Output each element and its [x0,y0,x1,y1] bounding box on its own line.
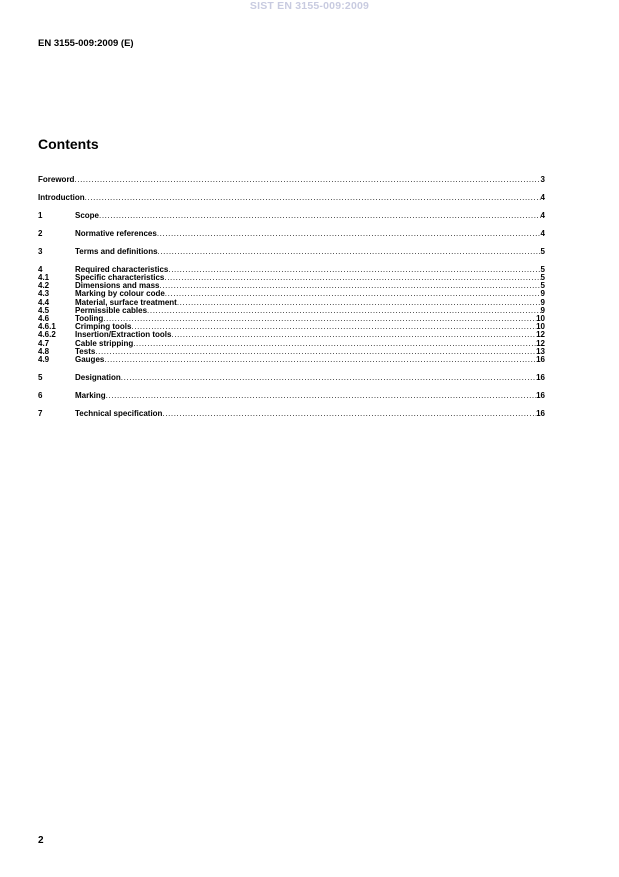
document-id: EN 3155-009:2009 (E) [38,38,134,49]
toc-dot-leader [158,248,541,256]
toc-entry[interactable] [38,248,545,256]
toc-entry-page: 16 [536,408,545,418]
toc-entry-number: 4.6.1 [38,322,56,332]
toc-entry-page: 9 [540,289,545,299]
toc-entry-number: 6 [38,390,43,400]
toc-entry-title: Material, surface treatment [75,297,177,307]
toc-dot-leader [159,282,540,290]
toc-dot-leader [133,340,536,348]
toc-entry[interactable] [38,230,545,238]
toc-entry-page: 5 [540,264,545,274]
toc-entry[interactable] [38,212,545,220]
toc-dot-leader [165,290,541,298]
toc-entry-number: 4.6.2 [38,330,56,340]
toc-entry-number: 4.5 [38,305,50,315]
toc-entry-page: 16 [536,372,545,382]
toc-entry-page: 9 [540,305,545,315]
toc-entry-title: Cable stripping [75,338,134,348]
toc-dot-leader [168,266,540,274]
toc-entry-page: 4 [540,228,545,238]
toc-entry-number: 4.2 [38,281,50,291]
toc-dot-leader [131,323,536,331]
toc-entry-number: 4.3 [38,289,50,299]
toc-dot-leader [171,331,536,339]
toc-dot-leader [121,374,536,382]
toc-entry-title: Introduction [38,192,85,202]
toc-entry[interactable] [38,348,545,356]
toc-entry-page: 5 [540,281,545,291]
toc-entry-number: 4.6 [38,314,50,324]
toc-entry-page: 4 [540,192,545,202]
toc-entry-page: 16 [536,354,545,364]
toc-entry[interactable] [38,392,545,400]
toc-entry-page: 10 [536,314,545,324]
toc-dot-leader [106,392,536,400]
table-of-contents [38,176,545,418]
toc-entry-number: 4 [38,264,43,274]
toc-entry-number: 4.7 [38,338,50,348]
toc-entry-title: Marking by colour code [75,289,165,299]
toc-entry[interactable] [38,410,545,418]
toc-dot-leader [104,356,536,364]
toc-entry[interactable] [38,176,545,184]
toc-entry-title: Crimping tools [75,322,132,332]
toc-entry-title: Terms and definitions [75,246,158,256]
toc-entry-page: 5 [540,246,545,256]
toc-entry-title: Normative references [75,228,157,238]
toc-dot-leader [177,299,541,307]
watermark: SIST EN 3155-009:2009 [249,0,370,12]
toc-entry-page: 5 [540,273,545,283]
toc-entry-number: 4.4 [38,297,50,307]
toc-entry[interactable] [38,356,545,364]
toc-entry[interactable] [38,374,545,382]
toc-entry-number: 2 [38,228,43,238]
toc-entry-number: 3 [38,246,43,256]
toc-entry-title: Specific characteristics [75,273,165,283]
toc-entry-title: Tooling [75,314,104,324]
toc-dot-leader [85,194,541,202]
toc-entry-title: Dimensions and mass [75,281,160,291]
toc-entry-page: 16 [536,390,545,400]
toc-entry-page: 3 [540,175,545,184]
contents-heading: Contents [38,136,99,152]
toc-entry-number: 7 [38,408,43,418]
toc-entry[interactable] [38,307,545,315]
toc-entry-title: Marking [75,390,106,400]
toc-entry[interactable] [38,194,545,202]
toc-entry-title: Insertion/Extraction tools [75,330,172,340]
toc-entry-number: 5 [38,372,43,382]
toc-entry-title: Designation [75,372,121,382]
toc-entry-title: Gauges [75,354,105,364]
toc-dot-leader [147,307,541,315]
toc-entry[interactable] [38,340,545,348]
toc-entry-number: 4.9 [38,354,50,364]
toc-entry-title: Required characteristics [75,264,169,274]
toc-dot-leader [162,410,536,418]
toc-entry-page: 12 [536,338,545,348]
toc-entry-number: 4.8 [38,346,50,356]
toc-entry-page: 12 [536,330,545,340]
toc-entry-title: Permissible cables [75,305,148,315]
toc-entry-page: 9 [540,297,545,307]
page-number: 2 [38,835,44,846]
toc-dot-leader [103,315,536,323]
toc-entry-number: 4.1 [38,273,50,283]
toc-dot-leader [99,212,541,220]
toc-entry-number: 1 [38,210,43,220]
toc-entry-page: 13 [536,346,545,356]
toc-entry-title: Scope [75,210,100,220]
toc-entry-page: 10 [536,322,545,332]
toc-entry-page: 4 [540,210,545,220]
toc-dot-leader [95,348,536,356]
toc-entry-title: Foreword [38,175,75,184]
toc-dot-leader [157,230,541,238]
toc-dot-leader [74,176,540,184]
toc-entry-title: Tests [75,346,96,356]
toc-entry-title: Technical specification [75,408,163,418]
toc-dot-leader [164,274,540,282]
